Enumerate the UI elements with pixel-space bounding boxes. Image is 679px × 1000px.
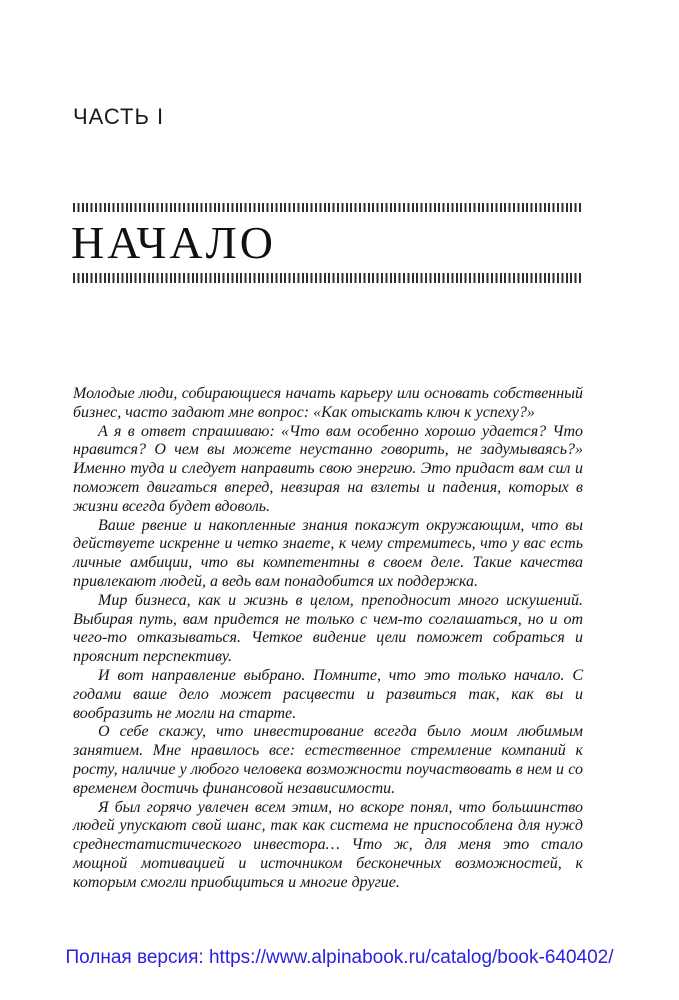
footer: [0, 948, 679, 967]
part-label: ЧАСТЬ I: [73, 104, 165, 129]
paragraph: Ваше рвение и накопленные знания покажут окружающим, что вы действуете искренне и четко знаете, к чему стремитесь, что у вас есть личные амбиции, что вы компетентны в своем деле. Такие качества привлекают людей, а ведь вам понадобится их поддержка.: [73, 516, 583, 590]
paragraph: Я был горячо увлечен всем этим, но вскоре понял, что большинство людей упускают свой шанс, так как система не приспособлена для нужд среднестатистического инвестора… Что ж, для меня это стало мощной мотивацией и источником бесконечных возможностей, к которым смогли приобщиться и многие другие.: [73, 798, 583, 891]
paragraph: И вот направление выбрано. Помните, что это только начало. С годами ваше дело может расцвести и развиться так, как вы и вообразить не могли на старте.: [73, 666, 583, 722]
body-text: [73, 385, 583, 893]
barcode-rule-bottom: [73, 273, 583, 283]
barcode-rule-top: [73, 203, 583, 212]
footer-label: Полная версия:: [65, 947, 209, 968]
paragraph: Молодые люди, собирающиеся начать карьеру или основать собственный бизнес, часто задают мне вопрос: «Как отыскать ключ к успеху?»: [73, 385, 583, 421]
chapter-title: НАЧАЛО: [71, 217, 276, 268]
paragraph: О себе скажу, что инвестирование всегда было моим любимым занятием. Мне нравилось все: естественное стремление компаний к росту, наличие у любого человека возможности поучаствовать в нем и со временем достичь финансовой независимости.: [73, 723, 583, 797]
paragraph: А я в ответ спрашиваю: «Что вам особенно хорошо удается? Что нравится? О чем вы можете неустанно говорить, не задумываясь?» Именно туда и следует направить свою энергию. Это придаст вам сил и поможет двигаться вперед, невзирая на взлеты и падения, которых в жизни всегда будет вдоволь.: [73, 422, 583, 515]
paragraph: Мир бизнеса, как и жизнь в целом, преподносит много искушений. Выбирая путь, вам придется не только с чем-то соглашаться, но и от чего-то отказываться. Четкое видение цели поможет собраться и прояснит перспективу.: [73, 591, 583, 666]
footer-link[interactable]: https://www.alpinabook.ru/catalog/book-640402/: [208, 947, 614, 968]
